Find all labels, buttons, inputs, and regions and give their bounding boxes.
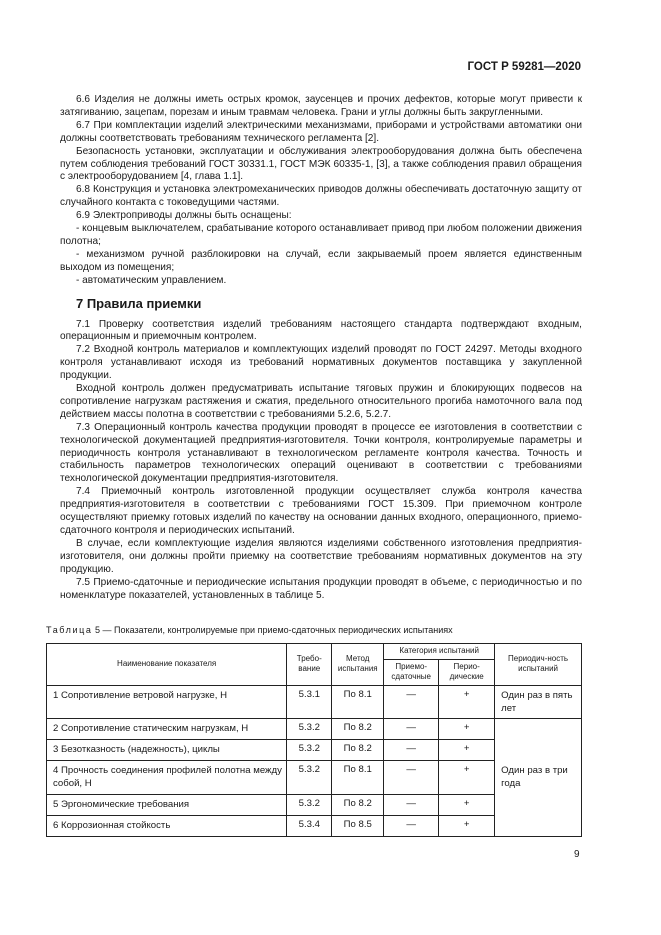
row-name: 2 Сопротивление статическим нагрузкам, Н	[47, 718, 287, 739]
row-acceptance: —	[384, 739, 439, 760]
paragraph-6-7: 6.7 При комплектации изделий электрическими механизмами, приборами и устройствами автоматики они должны соответствовать требованиям технического регламента [2].	[60, 119, 582, 144]
header-periodicity: Периодич-ность испытаний	[495, 644, 582, 686]
table-caption	[46, 625, 453, 635]
row-periodic: +	[439, 685, 495, 718]
indicators-table	[46, 643, 582, 837]
header-method: Метод испытания	[332, 644, 384, 686]
row-name: 6 Коррозионная стойкость	[47, 815, 287, 836]
table-row	[47, 685, 582, 718]
row-method: По 8.2	[332, 718, 384, 739]
row-periodicity: Один раз в пять лет	[495, 685, 582, 718]
row-requirement: 5.3.4	[287, 815, 332, 836]
row-acceptance: —	[384, 815, 439, 836]
list-item-limit-switch: - концевым выключателем, срабатывание которого останавливает привод при любом положении движения полотна;	[60, 223, 582, 247]
paragraph-input-control: Входной контроль должен предусматривать испытание тяговых пружин и блокирующих подвесов на сопротивление нагрузкам растяжения и сжатия, предельного относительного прогиба намоточного вала под действием массы полотна в соответствии с требованиями 5.2.6, 5.2.7.	[60, 383, 582, 420]
list-item-manual-unlock: - механизмом ручной разблокировки на случай, если закрываемый проем является единственным выходом из помещения;	[60, 248, 582, 273]
row-requirement: 5.3.2	[287, 760, 332, 794]
section-7-heading: 7 Правила приемки	[76, 295, 202, 311]
paragraph-6-9: 6.9 Электроприводы должны быть оснащены:	[76, 210, 292, 222]
header-category: Категория испытаний	[384, 644, 495, 660]
row-requirement: 5.3.2	[287, 718, 332, 739]
row-name: 1 Сопротивление ветровой нагрузке, Н	[47, 685, 287, 718]
row-requirement: 5.3.1	[287, 685, 332, 718]
row-acceptance: —	[384, 685, 439, 718]
paragraph-6-8: 6.8 Конструкция и установка электромеханических приводов должны обеспечивать достаточную защиту от случайного контакта с токоведущими частями.	[60, 184, 582, 209]
row-requirement: 5.3.2	[287, 794, 332, 815]
row-method: По 8.5	[332, 815, 384, 836]
row-method: По 8.1	[332, 760, 384, 794]
table-row	[47, 718, 582, 739]
row-periodic: +	[439, 718, 495, 739]
row-name: 4 Прочность соединения профилей полотна между собой, Н	[47, 760, 287, 794]
paragraph-electrical-safety: Безопасность установки, эксплуатации и обслуживания электрооборудования должна быть обеспечена путем соблюдения требований ГОСТ 30331.1, ГОСТ МЭК 60335-1, [3], а также соблюдения правил обращения с электрооборудованием [4, глава 1.1].	[60, 145, 582, 183]
row-acceptance: —	[384, 718, 439, 739]
page-number: 9	[574, 849, 580, 860]
row-acceptance: —	[384, 794, 439, 815]
header-acceptance: Приемо-сдаточные	[384, 659, 439, 685]
row-acceptance: —	[384, 760, 439, 794]
row-periodic: +	[439, 815, 495, 836]
row-name: 3 Безотказность (надежность), циклы	[47, 739, 287, 760]
paragraph-7-4: 7.4 Приемочный контроль изготовленной продукции осуществляет служба контроля качества предприятия-изготовителя в соответствии с требованиями ГОСТ 15.309. При приемочном контроле осуществляют приемку готовых изделий по качеству на основании данных входного, операционного, приемо-сдаточного контроля и периодических испытаний.	[60, 486, 582, 536]
header-name: Наименование показателя	[47, 644, 287, 686]
list-item-auto-control: - автоматическим управлением.	[76, 274, 227, 286]
row-requirement: 5.3.2	[287, 739, 332, 760]
paragraph-own-components: В случае, если комплектующие изделия являются изделиями собственного изготовления предприятия-изготовителя, они должны пройти приемку на соответствие требованиям нормативных документов на эту продукцию.	[60, 537, 582, 575]
row-method: По 8.2	[332, 794, 384, 815]
paragraph-7-3: 7.3 Операционный контроль качества продукции проводят в процессе ее изготовления в соответствии с технологической документацией предприятия-изготовителя. Точки контроля, контролируемые параметры и периодичность контроля устанавливают в технологическом регламенте контроля качества. Точность и стабильность параметров технологических операций оценивают в соответствии с требованиями технологической документации предприятия-изготовителя.	[60, 421, 582, 485]
row-periodicity: Один раз в три года	[495, 718, 582, 836]
paragraph-7-5: 7.5 Приемо-сдаточные и периодические испытания продукции проводят в объеме, с периодичностью и по номенклатуре показателей, установленных в таблице 5.	[60, 576, 582, 601]
table-caption-text: 5 — Показатели, контролируемые при приемо-сдаточных периодических испытаниях	[95, 625, 453, 635]
document-number: ГОСТ Р 59281—2020	[467, 61, 581, 73]
paragraph-7-2: 7.2 Входной контроль материалов и комплектующих изделий проводят по ГОСТ 24297. Методы входного контроля устанавливают исходя из требований нормативных документов поставщика у закупленной продукции.	[60, 344, 582, 382]
row-method: По 8.2	[332, 739, 384, 760]
row-name: 5 Эргономические требования	[47, 794, 287, 815]
row-periodic: +	[439, 794, 495, 815]
row-method: По 8.1	[332, 685, 384, 718]
row-periodic: +	[439, 760, 495, 794]
table-caption-label: Таблица	[46, 625, 93, 635]
paragraph-7-1: 7.1 Проверку соответствия изделий требованиям настоящего стандарта подтверждают входным, операционным и приемочным контролем.	[60, 318, 582, 343]
table-header-row	[47, 644, 582, 660]
header-requirements: Требо-вание	[287, 644, 332, 686]
header-periodic: Перио-дические	[439, 659, 495, 685]
document-body	[60, 94, 582, 602]
row-periodic: +	[439, 739, 495, 760]
paragraph-6-6: 6.6 Изделия не должны иметь острых кромок, заусенцев и прочих дефектов, которые могут привести к затягиванию, зацепам, порезам и иным травмам человека. Грани и углы должны быть закругленными.	[60, 94, 582, 118]
